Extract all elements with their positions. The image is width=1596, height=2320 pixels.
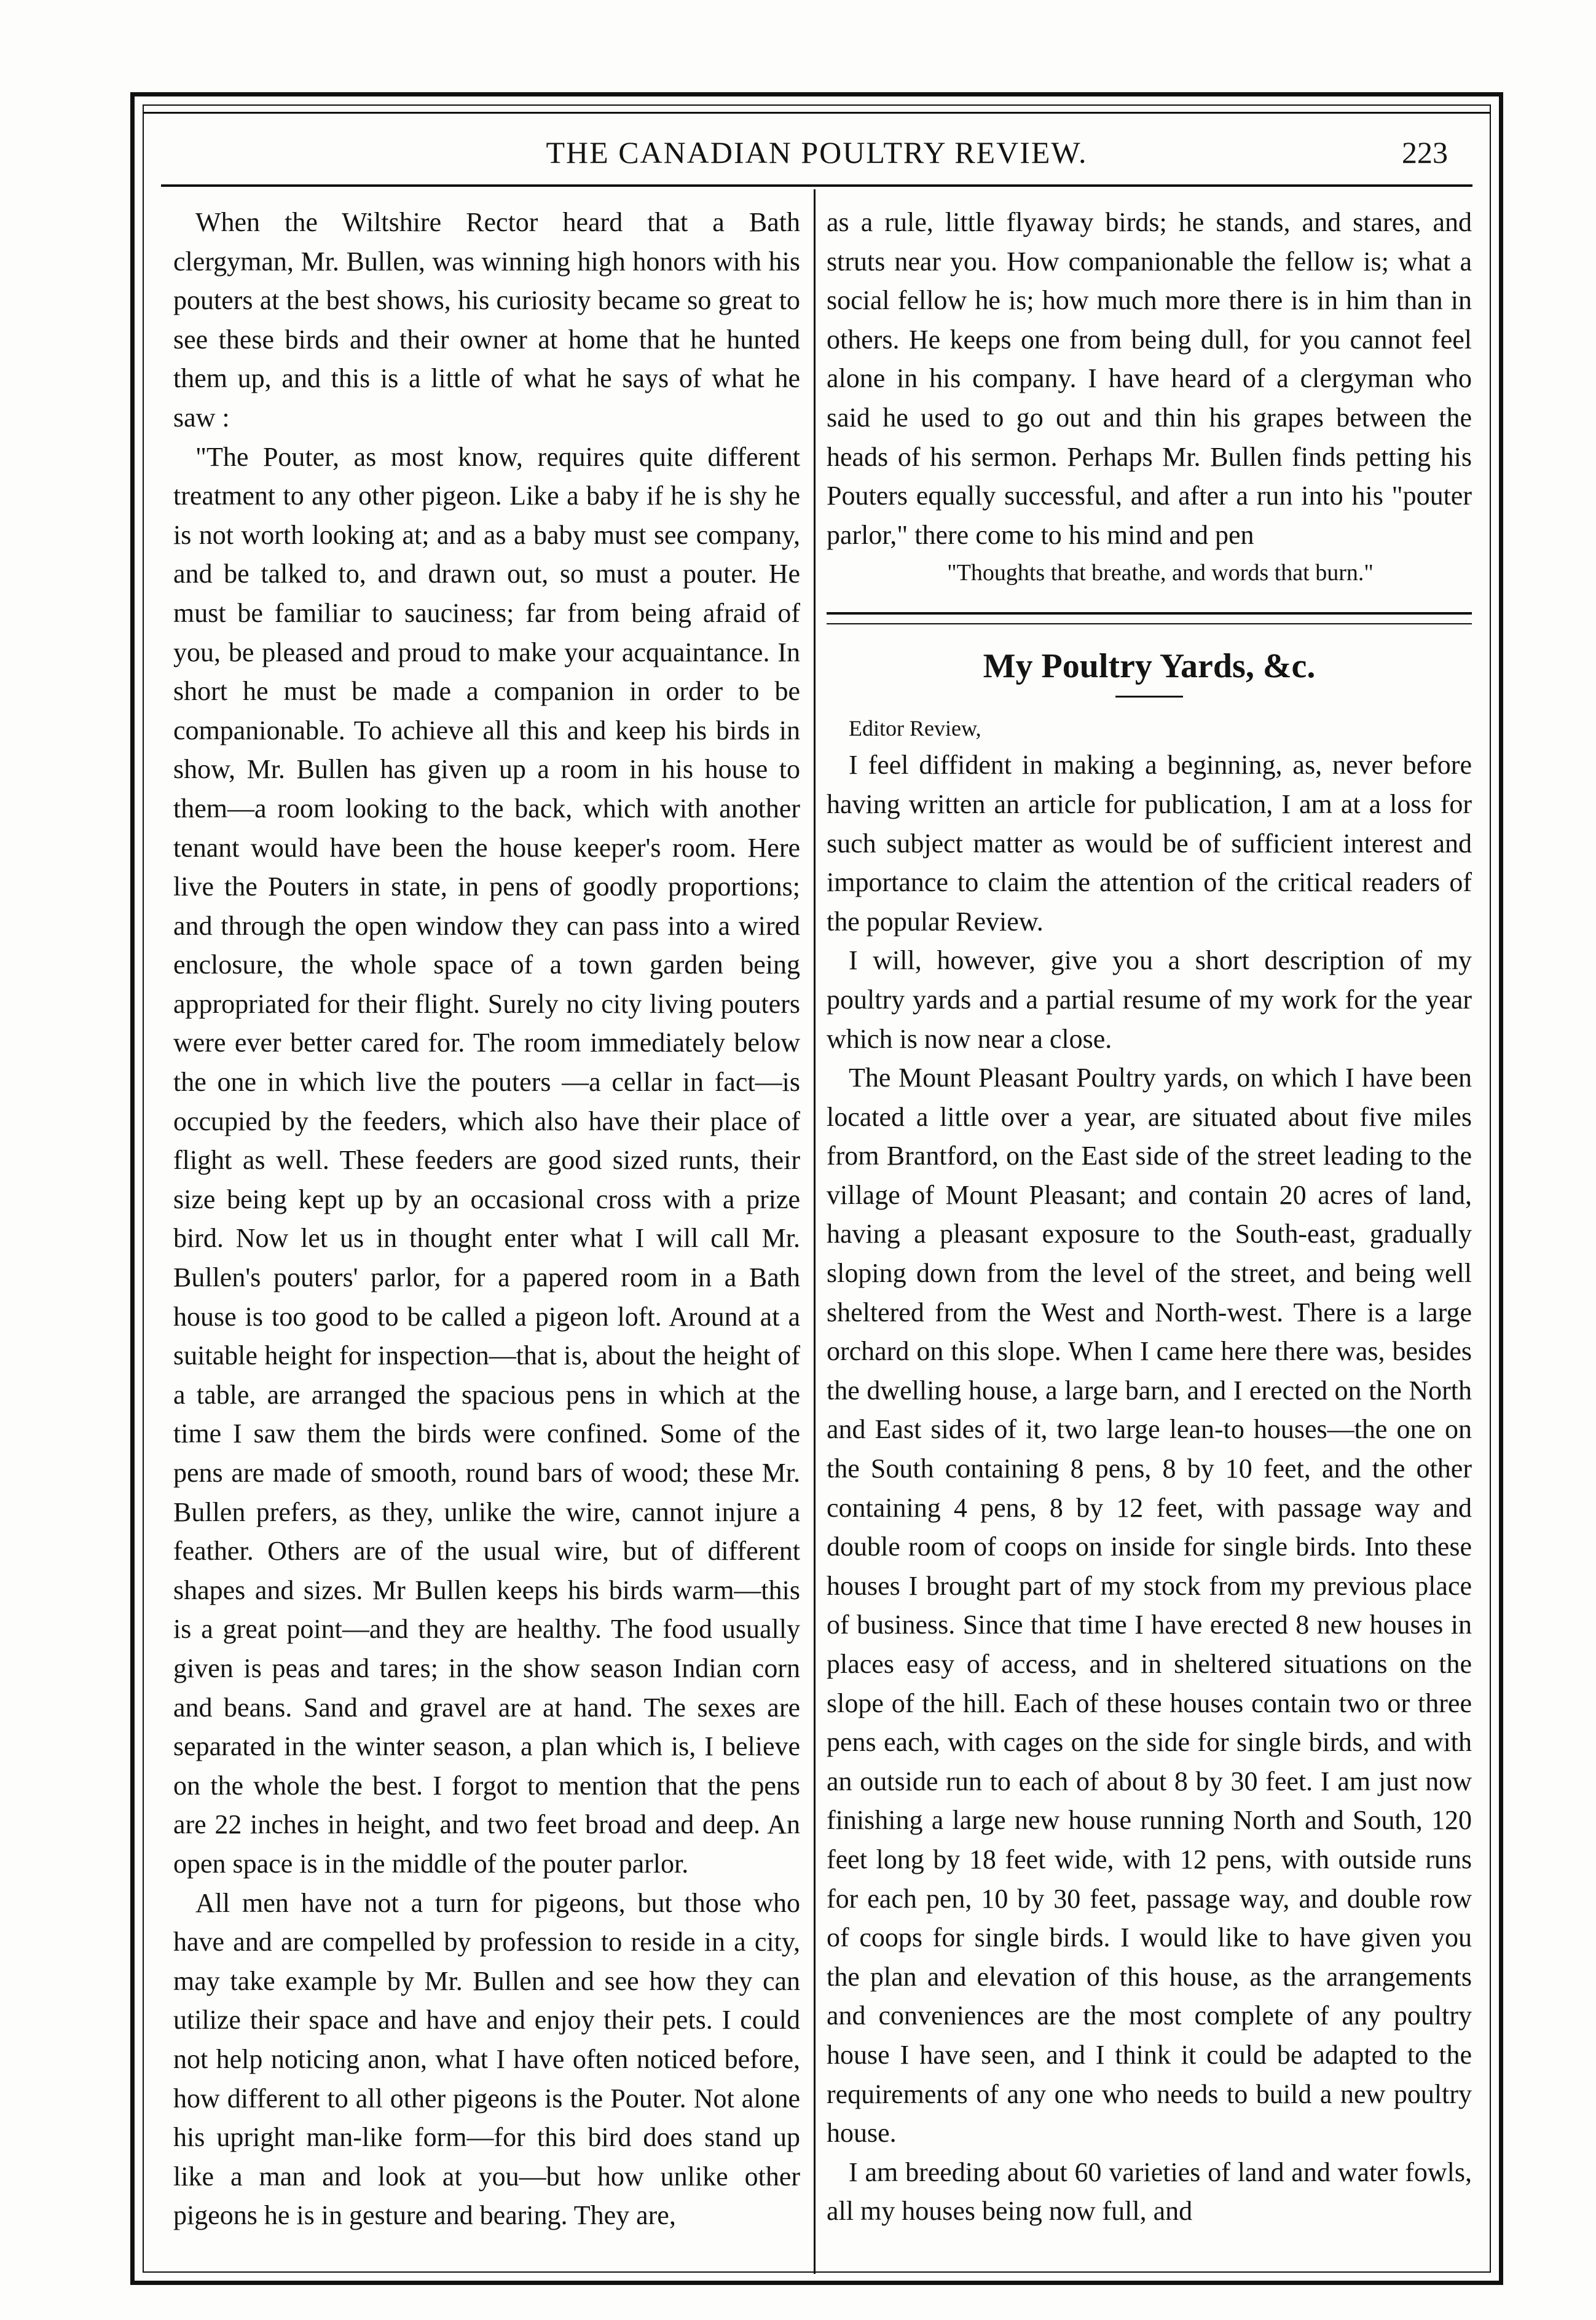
publication-title: THE CANADIAN POULTRY REVIEW. bbox=[546, 135, 1088, 170]
section-separator bbox=[827, 612, 1472, 624]
paragraph: I will, however, give you a short description of my poultry yards and a partial resume of my work for the year which is now near a close. bbox=[827, 945, 1472, 1054]
running-header bbox=[161, 128, 1472, 177]
paragraph: "The Pouter, as most know, requires quite different treatment to any other pigeon. Like a baby if he is shy he is not worth looking at; and as a baby must see company, and be talked to, and drawn out, so must a pouter. He must be familiar to sauciness; far from being afraid of you, be pleased and proud to make your acquaintance. In short he must be made a companion in order to be companionable. To achieve all this and keep his birds in show, Mr. Bullen has given up a room in his house to them—a room looking to the back, which with another tenant would have been the house keeper's room. Here live the Pouters in state, in pens of goodly proportions; and through the open window they can pass into a wired enclosure, the whole space of a town garden being appropriated for their flight. Surely no city living pouters were ever better cared for. The room immediately below the one in which live the pouters —a cellar in fact—is occupied by the feeders, which also have their place of flight as well. These feeders are good sized runts, their size being kept up by an occasional cross with a prize bird. Now let us in thought enter what I will call Mr. Bullen's pouters' parlor, for a papered room in a Bath house is too good to be called a pigeon loft. Around at a suitable height for inspection—that is, about the height of a table, are arranged the spacious pens in which at the time I saw them the birds were confined. Some of the pens are made of smooth, round bars of wood; these Mr. Bullen prefers, as they, unlike the wire, cannot injure a feather. Others are of the usual wire, but of different shapes and sizes. Mr Bullen keeps his birds warm—this is a great point—and they are healthy. The food usually given is peas and tares; in the show season Indian corn and beans. Sand and gravel are at hand. The sexes are separated in the winter season, a plan which is, I believe on the whole the best. I forgot to mention that the pens are 22 inches in height, and two feet broad and deep. An open space is in the middle of the pouter parlor. bbox=[173, 441, 800, 1879]
salutation: Editor Review, bbox=[849, 716, 981, 741]
paragraph: I am breeding about 60 varieties of land and water fowls, all my houses being now full, and bbox=[827, 2157, 1472, 2227]
paragraph-continuation: as a rule, little flyaway birds; he stands, and stares, and struts near you. How companionable the fellow is; what a social fellow he is; how much more there is in him than in others. He keeps one from being dull, for you cannot feel alone in his company. I have heard of a clergyman who said he used to go out and thin his grapes between the heads of his sermon. Perhaps Mr. Bullen finds petting his Pouters equally successful, and after a run into his "pouter parlor," there come to his mind and pen bbox=[827, 207, 1472, 550]
paragraph: When the Wiltshire Rector heard that a Bath clergyman, Mr. Bullen, was winning high honors with his pouters at the best shows, his curiosity became so great to see these birds and their owner at home that he hunted them up, and this is a little of what he says of what he saw : bbox=[173, 207, 800, 433]
page-border-top-rule bbox=[143, 112, 1491, 114]
paragraph: The Mount Pleasant Poultry yards, on which I have been located a little over a year, are situated about five miles from Brantford, on the East side of the street leading to the village of Mount Pleasant; and contain 20 acres of land, having a pleasant exposure to the South-east, gradually sloping down from the level of the street, and being well sheltered from the West and North-west. There is a large orchard on this slope. When I came here there was, besides the dwelling house, a large barn, and I erected on the North and East sides of it, two large lean-to houses—the one on the South containing 8 pens, 8 by 10 feet, and the other containing 4 pens, 8 by 12 feet, with passage way and double room of coops on inside for single birds. Into these houses I brought part of my stock from my previous place of business. Since that time I have erected 8 new houses in places easy of access, and in sheltered situations on the slope of the hill. Each of these houses contain two or three pens each, with cages on the side for single birds, and with an outside run to each of about 8 by 30 feet. I am just now finishing a large new house running North and South, 120 feet long by 18 feet wide, with 12 pens, with outside runs for each pen, 10 by 30 feet, passage way, and double row of coops for single birds. I would like to have given you the plan and elevation of this house, as the arrangements and conveniences are the most complete of any poultry house I have seen, and I think it could be adapted to the requirements of any one who needs to build a new poultry house. bbox=[827, 1063, 1472, 2149]
left-column bbox=[173, 203, 800, 2268]
column-divider bbox=[814, 189, 816, 2274]
header-rule bbox=[161, 184, 1472, 187]
title-underline bbox=[1115, 696, 1183, 698]
paragraph: I feel diffident in making a beginning, as, never before having written an article for publication, I am at a loss for such subject matter as would be of sufficient interest and importance to claim the attention of the critical readers of the popular Review. bbox=[827, 750, 1472, 937]
article-title: My Poultry Yards, &c. bbox=[983, 647, 1316, 686]
quotation: "Thoughts that breathe, and words that burn." bbox=[947, 560, 1374, 586]
paragraph: All men have not a turn for pigeons, but those who have and are compelled by profession to reside in a city, may take example by Mr. Bullen and see how they can utilize their space and have and enjoy their pets. I could not help noticing anon, what I have often noticed before, how different to all other pigeons is the Pouter. Not alone his upright man-like form—for this bird does stand up like a man and look at you—but how unlike other pigeons he is in gesture and bearing. They are, bbox=[173, 1887, 800, 2231]
right-column bbox=[827, 203, 1472, 2268]
page-number: 223 bbox=[1402, 135, 1448, 170]
